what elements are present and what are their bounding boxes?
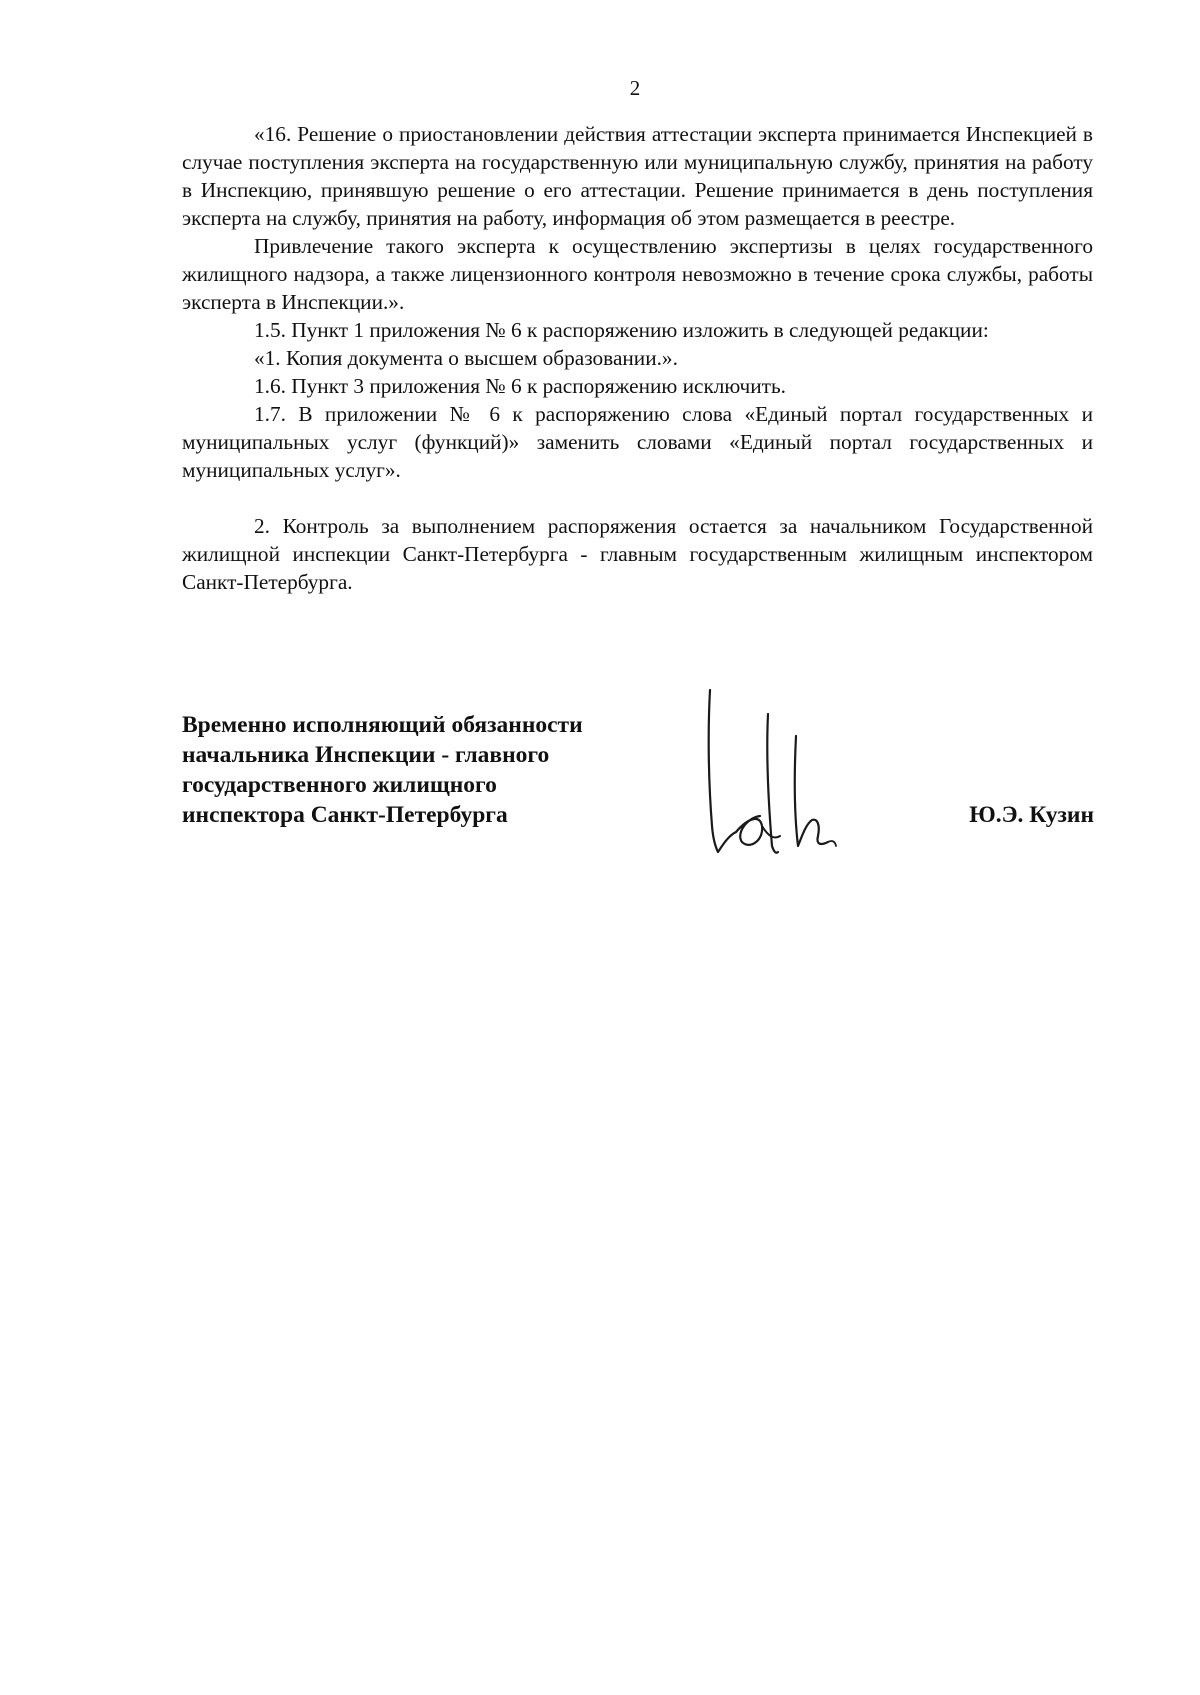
- paragraph-1-5: 1.5. Пункт 1 приложения № 6 к распоряжению изложить в следующей редакции:: [254, 318, 989, 342]
- page-number: 2: [629, 76, 641, 100]
- paragraph-1-5-text: «1. Копия документа о высшем образовании.».: [254, 346, 678, 370]
- signatory-position-line: начальника Инспекции - главного: [182, 742, 550, 768]
- paragraph-expert-involvement: Привлечение такого эксперта к осуществлению экспертизы в целях государственного жилищного надзора, а также лицензионного контроля невозможно в течение срока службы, работы эксперта в Инспекции.».: [182, 234, 1093, 314]
- signatory-position: [182, 710, 702, 830]
- signer-name: Ю.Э. Кузин: [969, 802, 1094, 828]
- paragraph-1-7: 1.7. В приложении № 6 к распоряжению слова «Единый портал государственных и муниципальных услуг (функций)» заменить словами «Единый портал государственных и муниципальных услуг».: [182, 402, 1093, 482]
- document-body: [182, 120, 1093, 596]
- signatory-position-line: Временно исполняющий обязанности: [182, 712, 583, 738]
- paragraph-spacer: [182, 484, 1093, 512]
- signatory-position-line: инспектора Санкт-Петербурга: [182, 802, 508, 828]
- paragraph-2-control: 2. Контроль за выполнением распоряжения остается за начальником Государственной жилищной инспекции Санкт-Петербурга - главным государственным жилищным инспектором Санкт-Петербурга.: [182, 514, 1093, 594]
- handwritten-signature: [702, 686, 842, 862]
- signatory-position-line: государственного жилищного: [182, 772, 497, 798]
- paragraph-1-6: 1.6. Пункт 3 приложения № 6 к распоряжению исключить.: [254, 374, 786, 398]
- paragraph-16-suspension: «16. Решение о приостановлении действия аттестации эксперта принимается Инспекцией в случае поступления эксперта на государственную или муниципальную службу, принятия на работу в Инспекцию, принявшую решение о его аттестации. Решение принимается в день поступления эксперта на службу, принятия на работу, информация об этом размещается в реестре.: [182, 122, 1093, 230]
